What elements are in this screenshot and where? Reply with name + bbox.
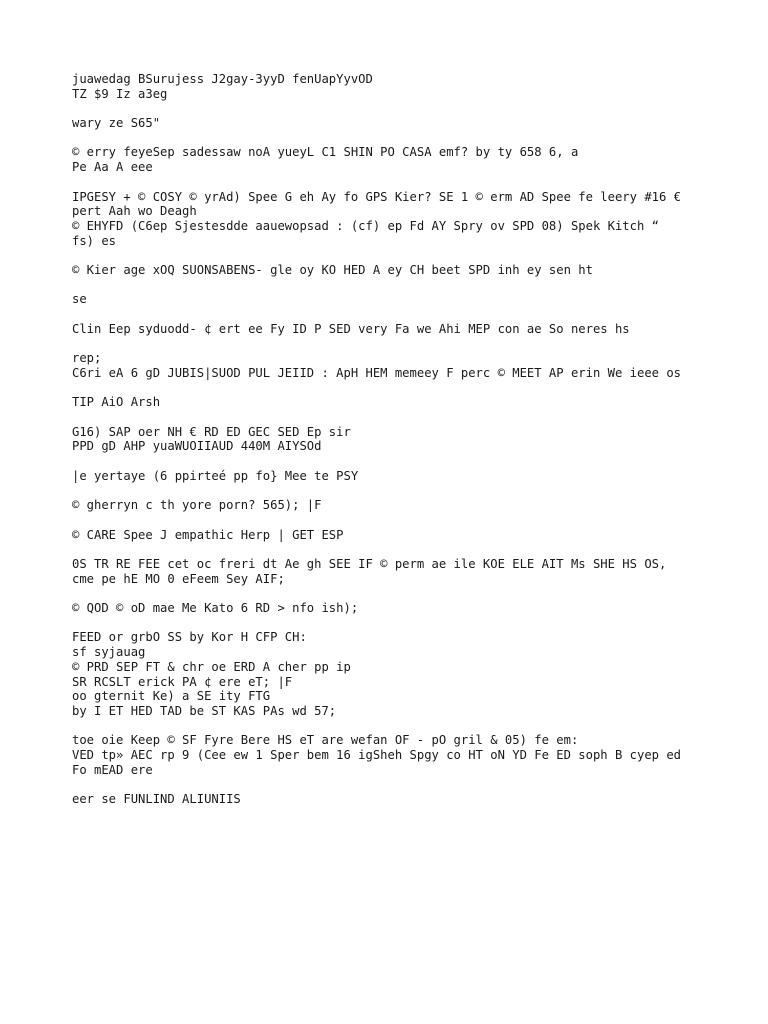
text-paragraph: [72, 292, 732, 307]
text-line: by I ET HED TAD be ST KAS PAs wd 57;: [72, 704, 337, 718]
text-paragraph: [72, 733, 732, 777]
text-line: SR RCSLT erick PA ¢ ere eT; |F: [72, 674, 293, 689]
text-paragraph: [72, 116, 732, 131]
text-paragraph: [72, 792, 732, 807]
text-paragraph: [72, 72, 732, 101]
text-paragraph: [72, 351, 732, 380]
text-line: Fo mEAD ere: [72, 762, 153, 777]
text-line: G16) SAP oer NH € RD ED GEC SED Ep sir: [72, 424, 351, 439]
text-line: cme pe hE MO 0 eFeem Sey AIF;: [72, 571, 285, 586]
text-paragraph: [72, 395, 732, 410]
text-line: pert Aah wo Deagh: [72, 204, 197, 219]
text-line: IPGESY + © COSY © yrAd) Spee G eh Ay fo GPS Kier? SE 1 © erm AD Spee fe leery #16 €: [72, 189, 682, 204]
text-line: sf syjauag: [72, 645, 146, 660]
text-paragraph: [72, 601, 732, 616]
text-paragraph: [72, 498, 732, 513]
text-line: |e yertaye (6 ppirteé pp fo} Mee te PSY: [72, 468, 359, 483]
text-line: © erry feyeSep sadessaw noA yueyL C1 SHIN PO CASA emf? by ty 658 6, a: [72, 145, 579, 160]
text-line: PPD gD AHP yuaWUOIIAUD 440M AIYSOd: [72, 439, 322, 454]
text-line: TIP AiO Arsh: [72, 395, 161, 410]
text-line: juawedag BSurujess J2gay-3yyD fenUapYyvOD: [72, 72, 373, 86]
text-paragraph: [72, 630, 732, 718]
text-line: se: [72, 292, 87, 307]
text-line: FEED or grbO SS by Kor H CFP CH:: [72, 630, 307, 645]
text-line: Pe Aa A eee: [72, 160, 153, 175]
text-line: oo gternit Ke) a SE ity FTG: [72, 689, 271, 704]
text-line: © PRD SEP FT & chr oe ERD A cher pp ip: [72, 659, 351, 674]
text-line: toe oie Keep © SF Fyre Bere HS eT are wefan OF - pO gril & 05) fe em:: [72, 733, 579, 748]
text-line: © CARE Spee J empathic Herp | GET ESP: [72, 527, 344, 542]
text-line: eer se FUNLIND ALIUNIIS: [72, 792, 241, 807]
text-line: © gherryn c th yore porn? 565); |F: [72, 498, 322, 513]
text-paragraph: [72, 190, 732, 249]
text-line: © QOD © oD mae Me Kato 6 RD > nfo ish);: [72, 601, 359, 616]
text-line: fs) es: [72, 233, 117, 248]
text-line: wary ze S65": [72, 116, 161, 131]
text-paragraph: [72, 425, 732, 454]
text-paragraph: [72, 528, 732, 543]
text-line: © Kier age xOQ SUONSABENS- gle oy KO HED A ey CH beet SPD inh ey sen ht: [72, 263, 593, 278]
text-line: VED tp» AEC rp 9 (Cee ew 1 Sper bem 16 igSheh Spgy co HT oN YD Fe ED soph B cyep ed: [72, 748, 682, 763]
text-paragraph: [72, 557, 732, 586]
text-line: Clin Eep syduodd- ¢ ert ee Fy ID P SED very Fa we Ahi MEP con ae So neres hs: [72, 321, 630, 336]
document-page: [72, 72, 732, 822]
text-paragraph: [72, 263, 732, 278]
text-line: C6ri eA 6 gD JUBIS|SUOD PUL JEIID : ApH HEM memeey F perc © MEET AP erin We ieee os: [72, 365, 682, 380]
text-line: rep;: [72, 351, 102, 366]
text-paragraph: [72, 469, 732, 484]
text-line: TZ $9 Iz a3eg: [72, 86, 168, 101]
text-line: © EHYFD (C6ep Sjestesdde aauewopsad : (cf) ep Fd AY Spry ov SPD 08) Spek Kitch “: [72, 218, 659, 233]
text-paragraph: [72, 145, 732, 174]
text-line: 0S TR RE FEE cet oc freri dt Ae gh SEE IF © perm ae ile KOE ELE AIT Ms SHE HS OS,: [72, 557, 667, 571]
text-paragraph: [72, 322, 732, 337]
